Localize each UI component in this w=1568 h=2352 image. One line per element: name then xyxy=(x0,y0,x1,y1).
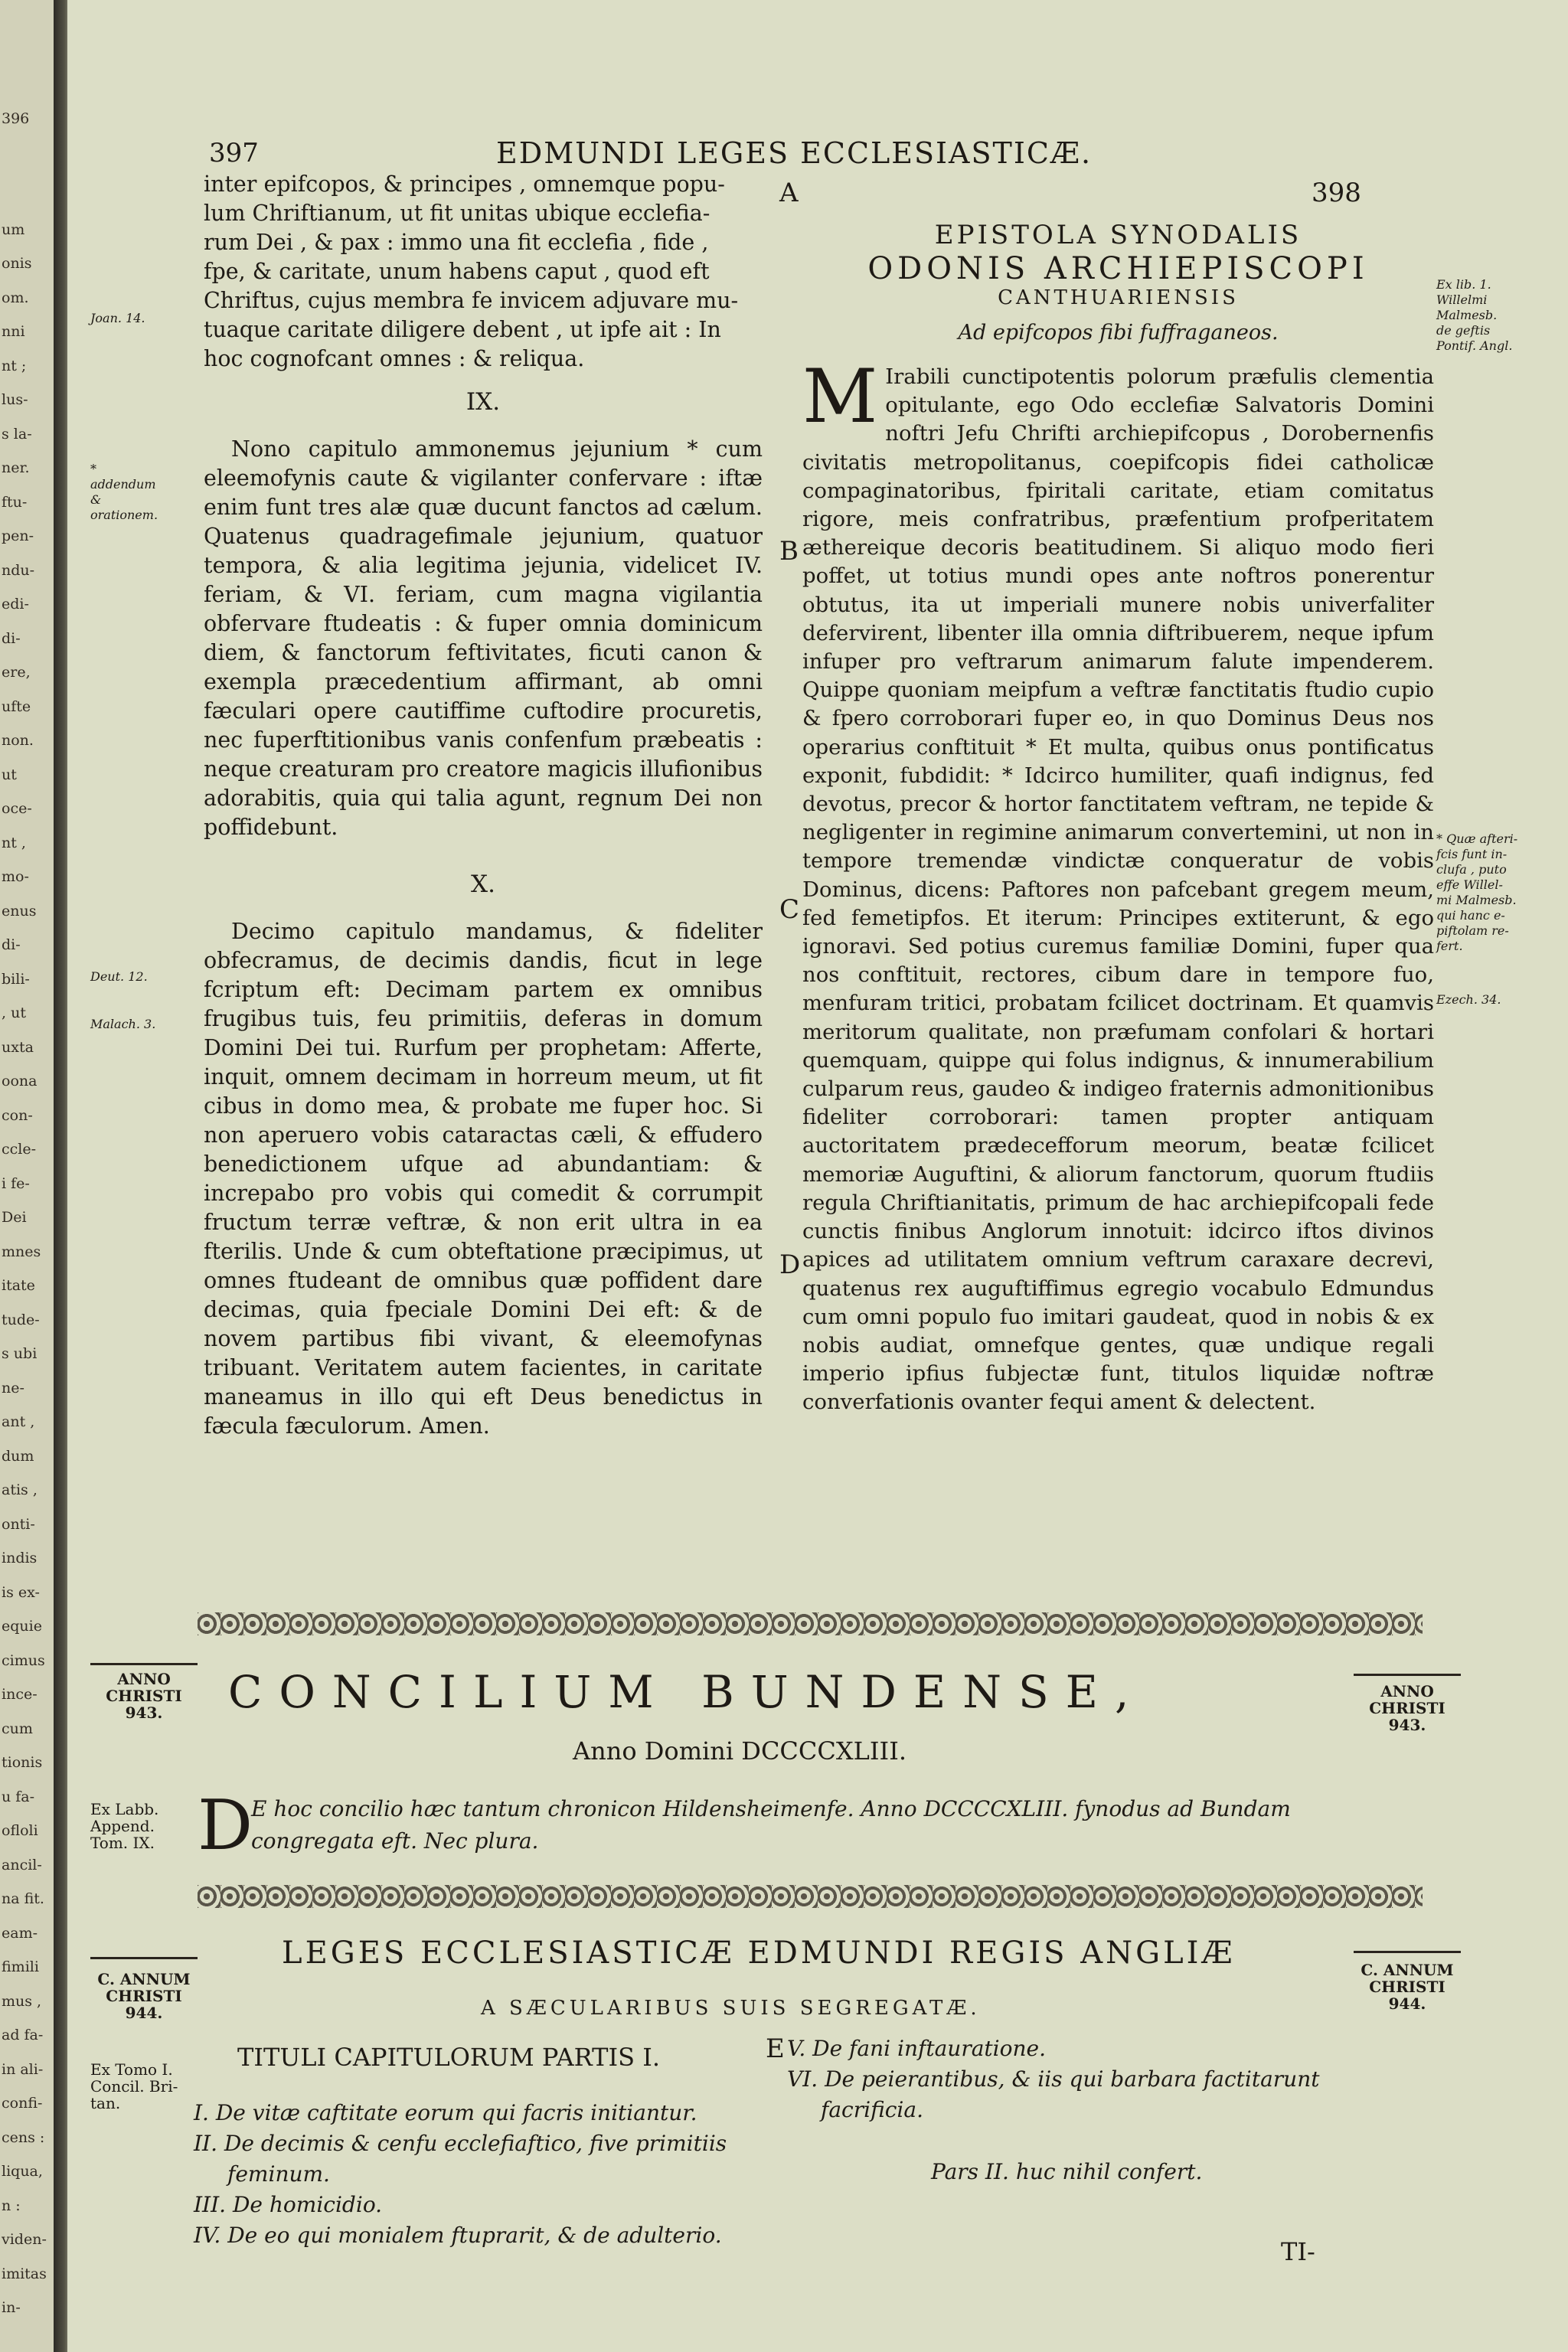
anno-rule-left xyxy=(90,1957,198,1959)
prev-page-fragment: nt , xyxy=(2,834,26,851)
prev-page-fragment: is ex- xyxy=(2,1583,40,1601)
prev-page-fragment: ner. xyxy=(2,459,30,476)
prev-page-fragment: tude- xyxy=(2,1311,40,1328)
prev-page-fragment: s la- xyxy=(2,425,32,443)
anno-right xyxy=(1354,1962,1461,2012)
dropcap-d: D xyxy=(198,1785,253,1866)
concilium-text-line2: congregata eft. Nec plura. xyxy=(251,1828,539,1854)
prev-page-fragment: nni xyxy=(2,323,25,340)
prev-page-fragment: fimili xyxy=(2,1958,39,1975)
prev-page-fragment: cimus xyxy=(2,1651,45,1669)
leges-subtitle: A SÆCULARIBUS SUIS SEGREGATÆ. xyxy=(481,1997,981,2020)
section-letter-e: E xyxy=(766,2034,785,2064)
titulus-item: V. De fani inftauratione. xyxy=(787,2036,1046,2061)
text-line: Chriftus, cujus membra fe invicem adjuvare mu- xyxy=(204,288,739,313)
prev-page-fragment: ufte xyxy=(2,697,31,715)
prev-page-fragment: mnes xyxy=(2,1243,41,1260)
anno-rule-left xyxy=(90,1663,198,1665)
margin-note-malach: Malach. 3. xyxy=(90,1017,156,1031)
source-line: Tom. IX. xyxy=(90,1834,155,1852)
page xyxy=(67,0,1568,2352)
prev-page-fragment: Dei xyxy=(2,1209,27,1226)
anno-right xyxy=(1354,1683,1461,1733)
source-line: Ex Labb. xyxy=(90,1800,159,1818)
prev-page-fragment: n : xyxy=(2,2197,21,2214)
titulus-item: I. De vitæ caftitate eorum qui facris initiantur. xyxy=(194,2100,697,2125)
epistola-text: Irabili cunctipotentis polorum præfulis clementia opitulante, ego Odo ecclefiæ Salvatoris Domini noftri Jefu Chrifti archiepifcopus , Dorobernenfis civitatis metropolitanus, coepifcopis fidei catholicæ compaginatoribus, fpiritali caritate, etiam comitatus rigore, meis confratribus, præfentium profperitatem æthereique decoris beatitudinem. Si aliquo modo fieri poffet, ut totius mundi opes ante noftros ponerentur obtutus, ita ut imperiali munere nobis univerfaliter defervirent, libenter illa omnia diftribuerem, neque ipfum infuper pro veftrarum animarum falute impenderem. Quippe quoniam meipfum a veftræ fanctitatis ftudio cupio & fpero corroborari fuper eo, in quo Dominus Deus nos operarius conftituit * Et multa, quibus onus pontificatus exponit, fubdidit: * Idcirco humiliter, quafi indignus, fed devotus, precor & hortor fanctitatem veftram, ne tepide & negligenter in regimine animarum convertemini, ut non in tempore tremendæ vindictæ conqueratur de vobis Dominus, dicens: Paftores non pafcebant gregem meum, fed femetipfos. Et iterum: Principes extiterunt, & ego ignoravi. Sed potius curemus familiæ Domini, fuper qua nos conftituit, rectores, cibum dare in tempore fuo, menfuram tritici, probatam fcilicet doctrinam. Et quamvis meritorum qualitate, non præfumam confolari & hortari quemquam, quippe qui folus indignus, & innumerabilium culparum reus, gaudeo & indigeo fraternis admonitionibus fideliter corroborari: tamen propter antiquam auctoritatem prædecefforum meorum, beatæ fcilicet memoriæ Auguftini, & aliorum fanctorum, quorum ftudiis regula Chriftianitatis, primum de hac archiepifcopali fede cunctis finibus Anglorum innotuit: idcirco iftos divinos apices ad utilitatem omnium veftrum caraxare decrevi, quatenus rex auguftiffimus egregio vocabulo Edmundus cum omni populo fuo imitari gaudeat, quod in nobis & ex nobis audiat, omnefque gentes, quæ undique regali imperio ipfius fubjectæ funt, titulos liquidæ noftræ converfationis ovanter fequi ament & delectent. xyxy=(802,364,1434,1415)
prev-page-fragment: oona xyxy=(2,1073,38,1089)
chapter-x-text: Decimo capitulo mandamus, & fideliter obfecramus, de decimis dandis, ficut in lege fcriptum eft: Decimam partem ex omnibus frugibus tuis, feu primitiis, deferas in domum Domini Dei tui. Rurfum per prophetam: Afferte, inquit, omnem decimam in horreum meum, ut fit cibus in domo mea, & probate me fuper hoc. Si non aperuero vobis cataractas cæli, & effudero benedictionem ufque ad abundantiam: & increpabo pro vobis qui comedit & corrumpit fructum terræ veftræ, & non erit ultra in ea fterilis. Unde & cum obteftatione præcipimus, ut omnes ftudeant de omnibus quæ poffident dare decimas, quia fpeciale Domini Dei eft: & de novem partibus fibi vivant, & eleemofynas tribuant. Veritatem autem facientes, in caritate maneamus in illo qui eft Deus benedictus in fæcula fæculorum. Amen. xyxy=(204,919,763,1439)
text-line: hoc cognofcant omnes : & reliqua. xyxy=(204,346,585,371)
prev-page-fragment: mus , xyxy=(2,1992,42,2010)
catchword: TI- xyxy=(1281,2237,1315,2266)
prev-page-fragment: non. xyxy=(2,732,34,749)
titulus-item: III. De homicidio. xyxy=(194,2192,383,2217)
running-title: EDMUNDI LEGES ECCLESIASTICÆ. xyxy=(496,136,1093,170)
titulus-item: feminum. xyxy=(227,2161,330,2187)
prev-page-fragment: bili- xyxy=(2,970,30,988)
anno-line: 944. xyxy=(125,2004,163,2022)
prev-page-fragment: ndu- xyxy=(2,561,35,579)
margin-note-deut: Deut. 12. xyxy=(90,969,148,984)
margin-note-addendum: * addendum & orationem. xyxy=(90,462,158,522)
anno-rule-right xyxy=(1354,1951,1461,1953)
prev-page-fragment: ne- xyxy=(2,1379,24,1396)
prev-page-fragment: atis , xyxy=(2,1481,38,1498)
prev-page-fragment: uxta xyxy=(2,1038,34,1056)
prev-page-fragment: tionis xyxy=(2,1754,43,1771)
tituli-heading: TITULI CAPITULORUM PARTIS I. xyxy=(237,2043,661,2072)
source-line: Concil. Bri- xyxy=(90,2077,178,2096)
prev-page-fragment: cens : xyxy=(2,2128,45,2146)
titulus-item: VI. De peierantibus, & iis qui barbara factitarunt xyxy=(787,2066,1320,2092)
source-line: Append. xyxy=(90,1817,155,1835)
prev-page-fragment: onis xyxy=(2,255,32,272)
prev-page-fragment: s ubi xyxy=(2,1345,38,1362)
anno-line: CHRISTI xyxy=(106,1687,182,1705)
prev-page-fragment: edi- xyxy=(2,596,29,612)
section-letter-d: D xyxy=(779,1250,801,1280)
prev-page-fragment: viden- xyxy=(2,2231,47,2248)
margin-note-asterisk: * Quæ afteri- fcis funt in- clufa , puto effe Willel- mi Malmesb. qui hanc e- piftolam re- fert. xyxy=(1436,831,1518,953)
anno-line: 944. xyxy=(1388,1994,1426,2013)
prev-page-fragment: itate xyxy=(2,1277,35,1294)
prev-page-fragment: ccle- xyxy=(2,1141,37,1158)
odonis-title: ODONIS ARCHIEPISCOPI xyxy=(867,251,1369,286)
prev-page-fragment: mo- xyxy=(2,868,29,885)
text-line: rum Dei , & pax : immo una fit ecclefia , fide , xyxy=(204,230,709,255)
margin-note-joan: Joan. 14. xyxy=(90,311,145,325)
tituli-list-left xyxy=(194,2098,727,2251)
leges-title: LEGES ECCLESIASTICÆ EDMUNDI REGIS ANGLIÆ xyxy=(282,1936,1236,1971)
canthuariensis-title: CANTHUARIENSIS xyxy=(998,286,1239,309)
prev-page-fragment: dum xyxy=(2,1447,34,1465)
left-column xyxy=(204,170,763,1441)
prev-page-fragment: , ut xyxy=(2,1004,26,1021)
ornament-divider xyxy=(198,1612,1423,1635)
prev-page-fragment: ftu- xyxy=(2,493,28,511)
anno-line: CHRISTI xyxy=(106,1987,182,2005)
left-page-number: 397 xyxy=(209,138,259,168)
prev-page-fragment: ere, xyxy=(2,664,31,681)
text-line: tuaque caritate diligere debent , ut ipfe ait : In xyxy=(204,317,721,342)
prev-page-fragment: um xyxy=(2,220,25,238)
prev-page-fragment: pen- xyxy=(2,528,34,544)
prev-page-fragment: enus xyxy=(2,902,37,920)
anno-left xyxy=(90,1671,198,1721)
titulus-item: IV. De eo qui monialem ftuprarit, & de adulterio. xyxy=(194,2223,722,2248)
anno-line: 943. xyxy=(1388,1716,1426,1734)
prev-page-fragment: cum xyxy=(2,1720,33,1737)
text-line: lum Chriftianum, ut fit unitas ubique ecclefia- xyxy=(204,201,710,226)
prev-page-fragment: nt ; xyxy=(2,357,27,374)
tituli-list-right xyxy=(787,2034,1319,2125)
prev-page-fragment: in- xyxy=(2,2299,21,2316)
prev-page-fragment: con- xyxy=(2,1106,33,1124)
titulus-item: facrificia. xyxy=(821,2097,923,2122)
anno-line: C. ANNUM xyxy=(97,1970,191,1988)
anno-line: 943. xyxy=(125,1704,163,1722)
source-line: Ex Tomo I. xyxy=(90,2060,173,2079)
prev-page-fragment: ad fa- xyxy=(2,2027,44,2043)
prev-page-fragment: om. xyxy=(2,289,29,306)
text-line: inter epifcopos, & principes , omnemque popu- xyxy=(204,172,725,197)
margin-note-ezech: Ezech. 34. xyxy=(1436,992,1501,1007)
left-top-lines xyxy=(204,170,763,374)
prev-page-fragment: lus- xyxy=(2,391,28,408)
prev-page-fragment: u fa- xyxy=(2,1788,35,1805)
source-line: tan. xyxy=(90,2094,121,2112)
chapter-heading-ix: IX. xyxy=(466,388,501,416)
prev-page-fragment: ancil- xyxy=(2,1856,42,1873)
epistola-body xyxy=(802,354,1434,1417)
titulus-item: II. De decimis & cenfu ecclefiaftico, five primitiis xyxy=(194,2131,727,2156)
anno-line: C. ANNUM xyxy=(1361,1961,1454,1979)
section-letter-a: A xyxy=(779,178,799,208)
prev-page-fragment: confi- xyxy=(2,2095,43,2112)
prev-page-fragment: liqua, xyxy=(2,2163,43,2180)
concilium-text-line1: E hoc concilio hæc tantum chronicon Hildensheimenfe. Anno DCCCCXLIII. fynodus ad Bundam xyxy=(251,1796,1291,1821)
section-letter-c: C xyxy=(779,894,800,925)
anno-line: CHRISTI xyxy=(1369,1978,1446,1996)
prev-page-fragment: in ali- xyxy=(2,2060,44,2078)
prev-page-fragment: ant , xyxy=(2,1413,35,1430)
pars-ii-note: Pars II. huc nihil confert. xyxy=(931,2159,1203,2184)
prev-page-fragment: equie xyxy=(2,1618,42,1635)
anno-rule-right xyxy=(1354,1674,1461,1676)
section-letter-b: B xyxy=(779,536,799,567)
prev-page-fragment: i fe- xyxy=(2,1174,30,1192)
chapter-ix-text: Nono capitulo ammonemus jejunium * cum eleemofynis caute & vigilanter confervare : iftæ enim funt tres alæ quæ ducunt fanctos ad cælum. Quatenus quadragefimale jejunium, quatuor tempora, & alia legitima jejunia, videlicet IV. feriam, & VI. feriam, cum magna vigilantia obfervare ftudeatis : & fuper omnia dominicum diem, & fanctorum feftivitates, ficuti canon & exempla præcedentium affirmant, ab omni fæculari opere cautiffime cuftodire procuretis, nec fuperftitionibus vanis confenfum præbeatis : neque creaturam pro creatore magicis illufionibus adorabitis, quia qui talia agunt, regnum Dei non poffidebunt. xyxy=(204,436,763,840)
prev-page-fragment: oce- xyxy=(2,800,32,817)
prev-page-fragment: imitas xyxy=(2,2265,47,2282)
text-line: fpe, & caritate, unum habens caput , quod eft xyxy=(204,259,710,284)
ornament-divider xyxy=(198,1885,1423,1908)
right-column xyxy=(802,220,1434,1417)
anno-line: ANNO xyxy=(117,1670,171,1688)
prev-page-fragment: indis xyxy=(2,1550,38,1566)
prev-page-fragment: di- xyxy=(2,629,21,647)
concilium-subtitle: Anno Domini DCCCCXLIII. xyxy=(573,1736,906,1766)
chapter-heading-x: X. xyxy=(471,871,495,898)
concilium-source-note xyxy=(90,1801,158,1851)
prev-page-fragment: eam- xyxy=(2,1924,38,1942)
dropcap-m: M xyxy=(802,354,878,439)
epistola-title: EPISTOLA SYNODALIS xyxy=(934,220,1302,250)
anno-line: ANNO xyxy=(1380,1682,1434,1700)
anno-line: CHRISTI xyxy=(1369,1699,1446,1717)
prev-page-fragment: onti- xyxy=(2,1515,35,1533)
right-page-number: 398 xyxy=(1312,178,1361,208)
anno-left xyxy=(90,1971,198,2021)
epistola-subtitle: Ad epifcopos fibi fuffraganeos. xyxy=(958,321,1279,345)
margin-note-ex-lib: Ex lib. 1. Willelmi Malmesb. de geftis Pontif. Angl. xyxy=(1436,277,1513,353)
leges-source-note xyxy=(90,2061,178,2112)
concilium-title: CONCILIUM BUNDENSE, xyxy=(228,1666,1146,1718)
prev-page-fragment: ofloli xyxy=(2,1822,38,1839)
prev-page-fragment: ut xyxy=(2,766,17,783)
prev-page-fragment: na fit. xyxy=(2,1890,44,1907)
prev-page-fragment: di- xyxy=(2,936,21,953)
prev-page-fragment: ince- xyxy=(2,1686,38,1703)
prev-page-fragment: 396 xyxy=(2,110,30,127)
